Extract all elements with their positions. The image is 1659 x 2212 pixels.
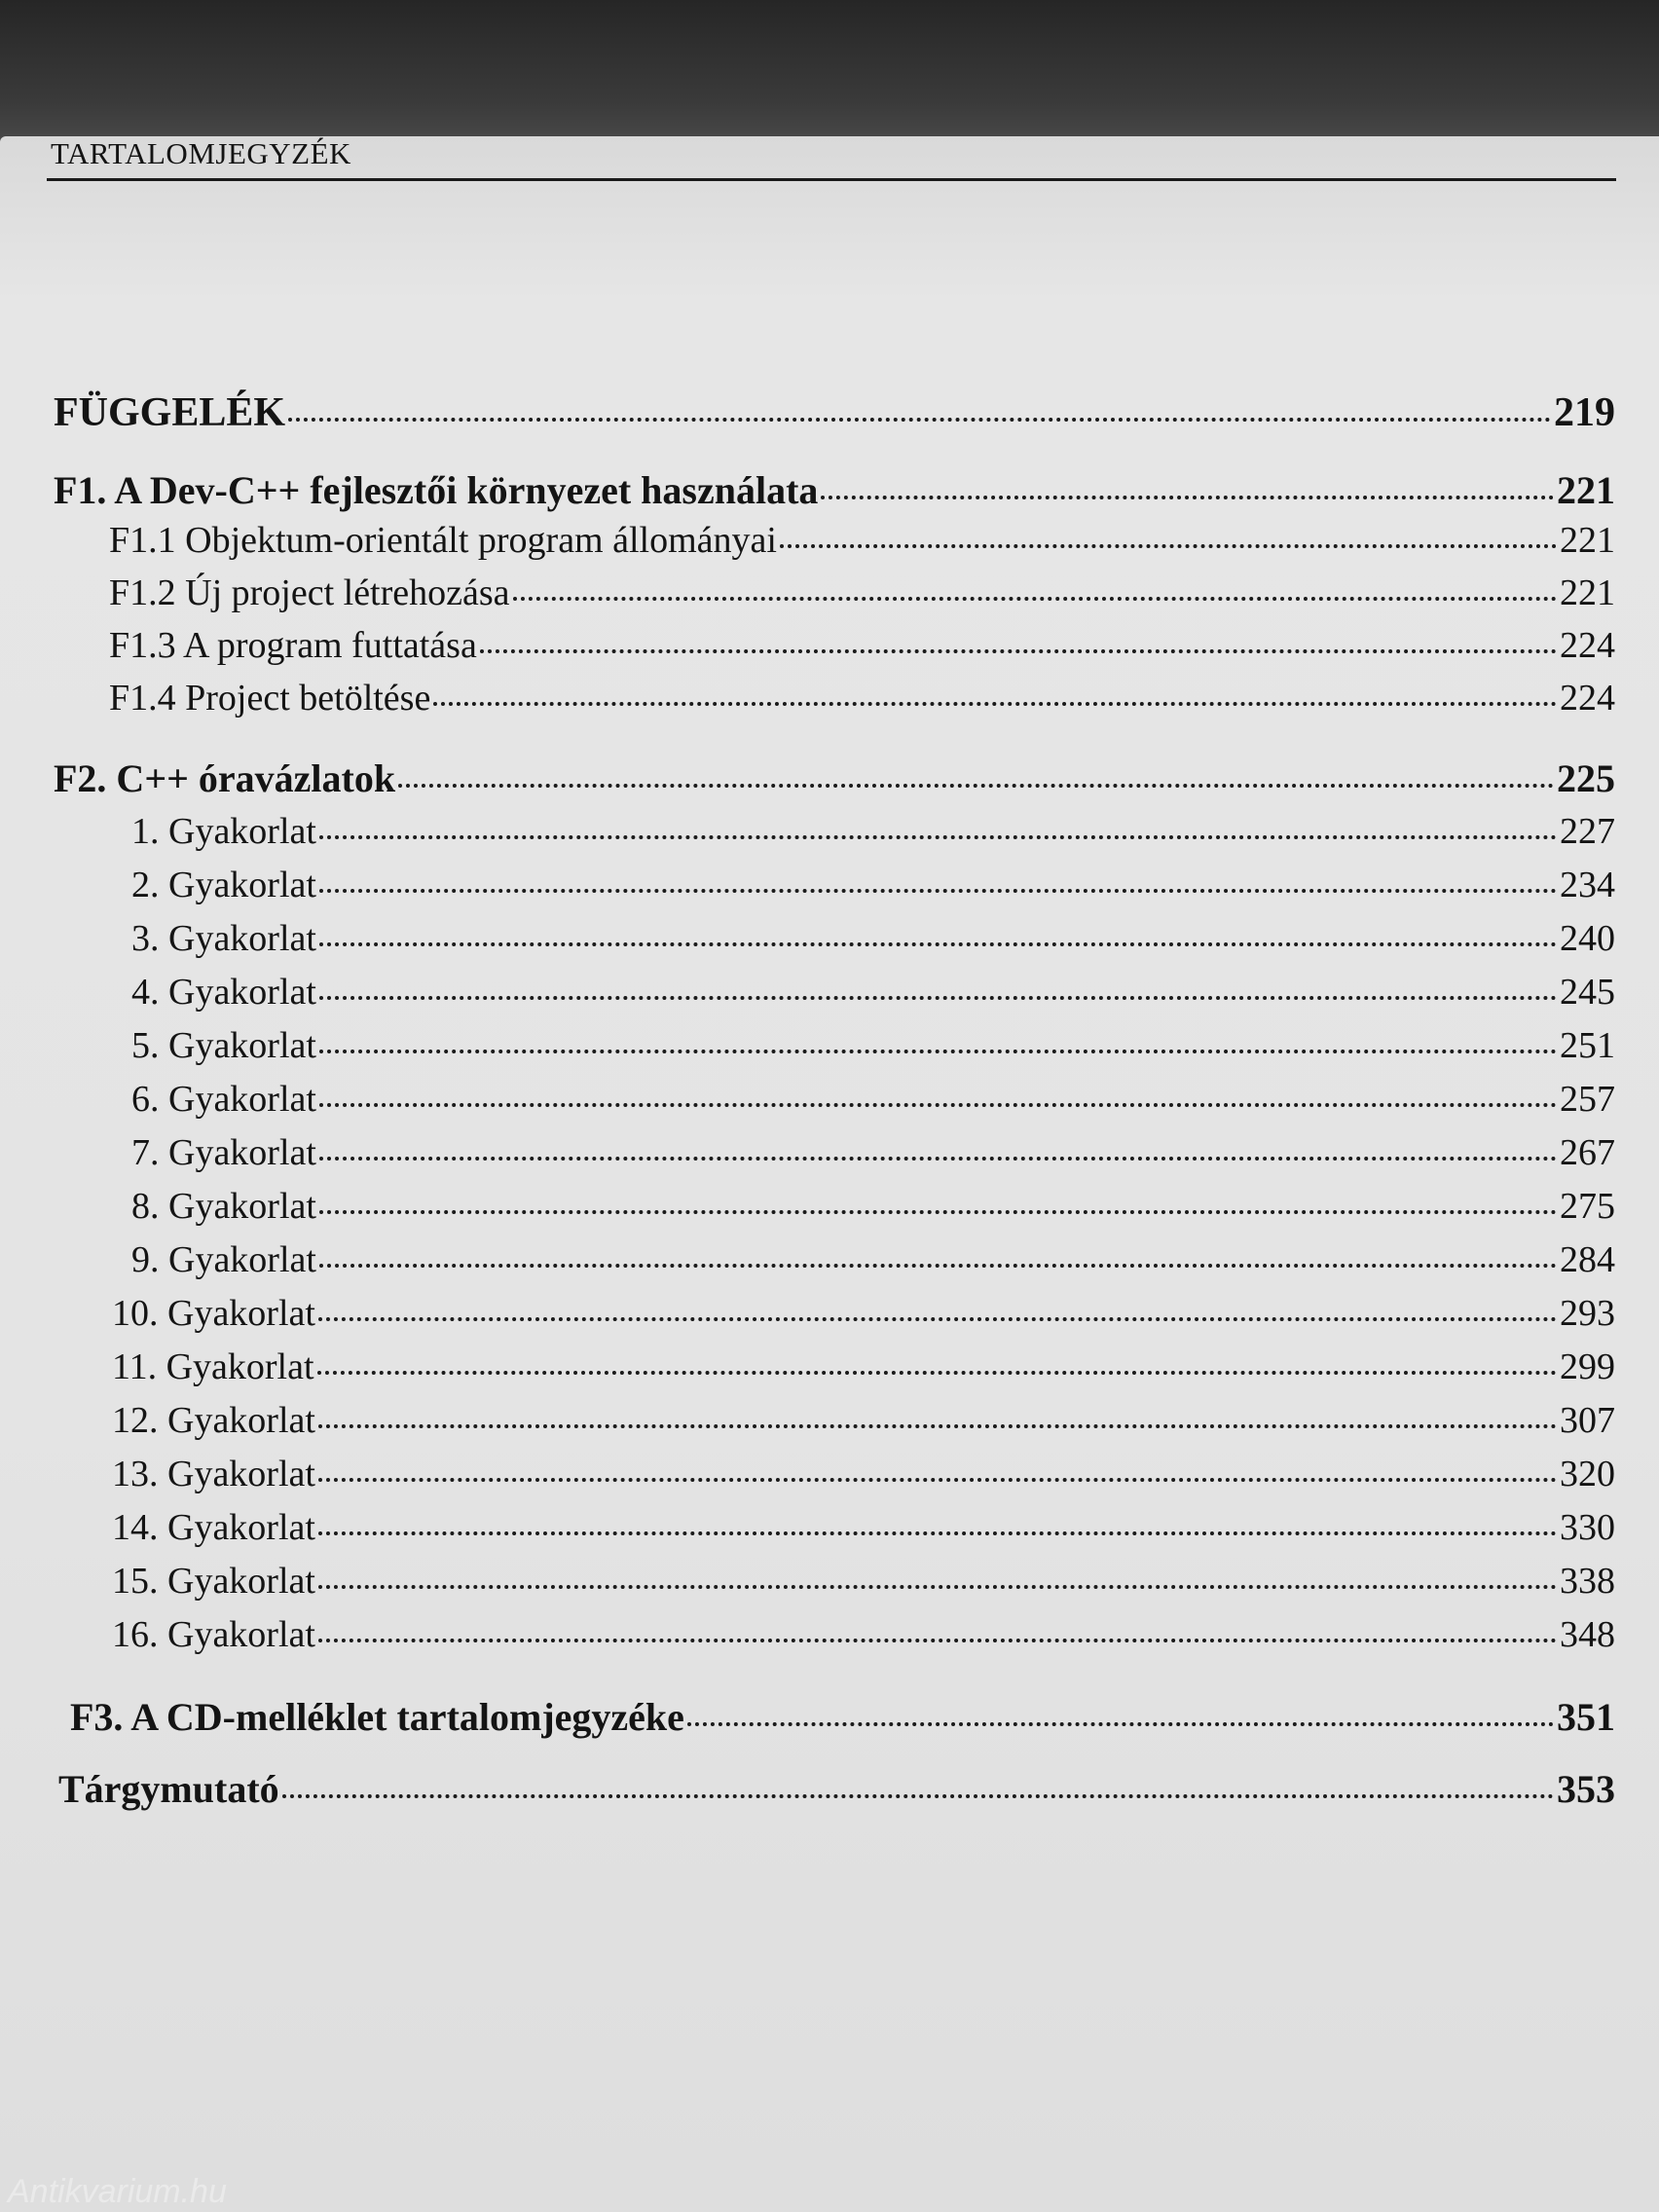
toc-entry-page: 307 (1560, 1400, 1615, 1441)
toc-entry-page: 234 (1560, 865, 1615, 905)
toc-entry-page: 275 (1560, 1186, 1615, 1227)
toc-entry-title: 1. Gyakorlat (131, 811, 316, 852)
toc-entry (131, 1131, 1615, 1174)
toc-entry-page: 225 (1557, 756, 1615, 800)
toc-entry-title: F1.3 A program futtatása (109, 625, 477, 666)
toc-entry-page: 221 (1557, 468, 1615, 512)
toc-entry-title: 8. Gyakorlat (131, 1186, 316, 1227)
toc-entry (109, 677, 1615, 719)
dot-leader (433, 702, 1557, 706)
running-header: TARTALOMJEGYZÉK (51, 136, 351, 170)
toc-entry-title: 9. Gyakorlat (131, 1239, 316, 1280)
dot-leader (319, 1157, 1557, 1161)
dot-leader (398, 784, 1554, 788)
toc-entry (58, 1766, 1615, 1812)
toc-entry (112, 1560, 1615, 1603)
dot-leader (319, 1210, 1557, 1214)
toc-entry-title: 6. Gyakorlat (131, 1079, 316, 1120)
toc-entry (112, 1346, 1615, 1388)
toc-entry-page: 221 (1560, 572, 1615, 613)
toc-entry-page: 351 (1557, 1695, 1615, 1739)
toc-entry (109, 571, 1615, 614)
toc-entry-page: 299 (1560, 1346, 1615, 1387)
toc-entry-title: 2. Gyakorlat (131, 865, 316, 905)
toc-entry (131, 1185, 1615, 1228)
toc-entry (70, 1694, 1615, 1740)
dot-leader (319, 1103, 1557, 1107)
toc-entry-title: F1. A Dev-C++ fejlesztői környezet használata (54, 468, 819, 512)
toc-entry-title: Tárgymutató (58, 1767, 279, 1811)
toc-entry (131, 917, 1615, 960)
dot-leader (318, 1478, 1557, 1482)
dot-leader (318, 1317, 1557, 1321)
toc-entry-page: 338 (1560, 1561, 1615, 1602)
toc-entry-title: F1.2 Új project létrehozása (109, 572, 510, 613)
toc-entry-title: F2. C++ óravázlatok (54, 756, 396, 800)
toc-entry-page: 353 (1557, 1767, 1615, 1811)
toc-entry (131, 1078, 1615, 1121)
dot-leader (319, 942, 1557, 946)
toc-entry-page: 348 (1560, 1614, 1615, 1655)
toc-entry-page: 267 (1560, 1132, 1615, 1173)
watermark: Antikvarium.hu (8, 2173, 227, 2210)
toc-entry-page: 219 (1554, 390, 1615, 435)
toc-entry-page: 245 (1560, 972, 1615, 1013)
toc-entry-title: 4. Gyakorlat (131, 972, 316, 1013)
toc-entry-page: 224 (1560, 625, 1615, 666)
toc-entry (112, 1613, 1615, 1656)
toc-entry (54, 389, 1615, 436)
dot-leader (319, 889, 1557, 893)
toc-entry-page: 251 (1560, 1025, 1615, 1066)
toc-entry-page: 284 (1560, 1239, 1615, 1280)
dot-leader (480, 649, 1557, 653)
dot-leader (319, 996, 1557, 1000)
toc-entry-page: 240 (1560, 918, 1615, 959)
toc-entry-title: 16. Gyakorlat (112, 1614, 315, 1655)
toc-entry (112, 1506, 1615, 1549)
toc-entry (131, 810, 1615, 853)
toc-entry-title: FÜGGELÉK (54, 390, 286, 435)
toc-entry-title: F3. A CD-melléklet tartalomjegyzéke (70, 1695, 684, 1739)
toc-entry (54, 756, 1615, 801)
dot-leader (780, 544, 1557, 548)
toc-entry-page: 227 (1560, 811, 1615, 852)
toc-entry (112, 1292, 1615, 1335)
header-rule (47, 178, 1616, 181)
toc-entry-title: 13. Gyakorlat (112, 1454, 315, 1494)
dot-leader (319, 835, 1557, 839)
dot-leader (319, 1050, 1557, 1053)
toc-entry-title: 15. Gyakorlat (112, 1561, 315, 1602)
toc-entry-page: 221 (1560, 520, 1615, 561)
dot-leader (282, 1794, 1554, 1798)
toc-entry (131, 971, 1615, 1014)
toc-entry (112, 1453, 1615, 1495)
toc-entry (131, 1024, 1615, 1067)
toc-entry (112, 1399, 1615, 1442)
toc-entry (109, 624, 1615, 667)
toc-entry-title: 14. Gyakorlat (112, 1507, 315, 1548)
toc-entry (131, 1238, 1615, 1281)
toc-entry-title: 10. Gyakorlat (112, 1293, 315, 1334)
toc-entry-title: 7. Gyakorlat (131, 1132, 316, 1173)
toc-entry-title: 11. Gyakorlat (112, 1346, 314, 1387)
toc-entry (54, 467, 1615, 513)
dot-leader (317, 1371, 1557, 1375)
dot-leader (319, 1264, 1557, 1268)
dot-leader (821, 496, 1554, 499)
toc-entry-page: 224 (1560, 678, 1615, 719)
toc-entry-page: 320 (1560, 1454, 1615, 1494)
toc-entry-title: F1.4 Project betöltése (109, 678, 431, 719)
toc-entry (131, 864, 1615, 906)
toc-entry (109, 519, 1615, 562)
background-surface (0, 0, 1659, 146)
toc-entry-page: 257 (1560, 1079, 1615, 1120)
dot-leader (687, 1722, 1554, 1726)
book-page (0, 136, 1659, 2212)
dot-leader (318, 1531, 1557, 1535)
dot-leader (318, 1585, 1557, 1589)
toc-entry-page: 330 (1560, 1507, 1615, 1548)
dot-leader (318, 1639, 1557, 1642)
toc-entry-page: 293 (1560, 1293, 1615, 1334)
toc-entry-title: 5. Gyakorlat (131, 1025, 316, 1066)
dot-leader (288, 418, 1551, 422)
toc-entry-title: 12. Gyakorlat (112, 1400, 315, 1441)
dot-leader (318, 1424, 1557, 1428)
toc-entry-title: 3. Gyakorlat (131, 918, 316, 959)
dot-leader (513, 597, 1557, 601)
toc-entry-title: F1.1 Objektum-orientált program állományai (109, 520, 777, 561)
